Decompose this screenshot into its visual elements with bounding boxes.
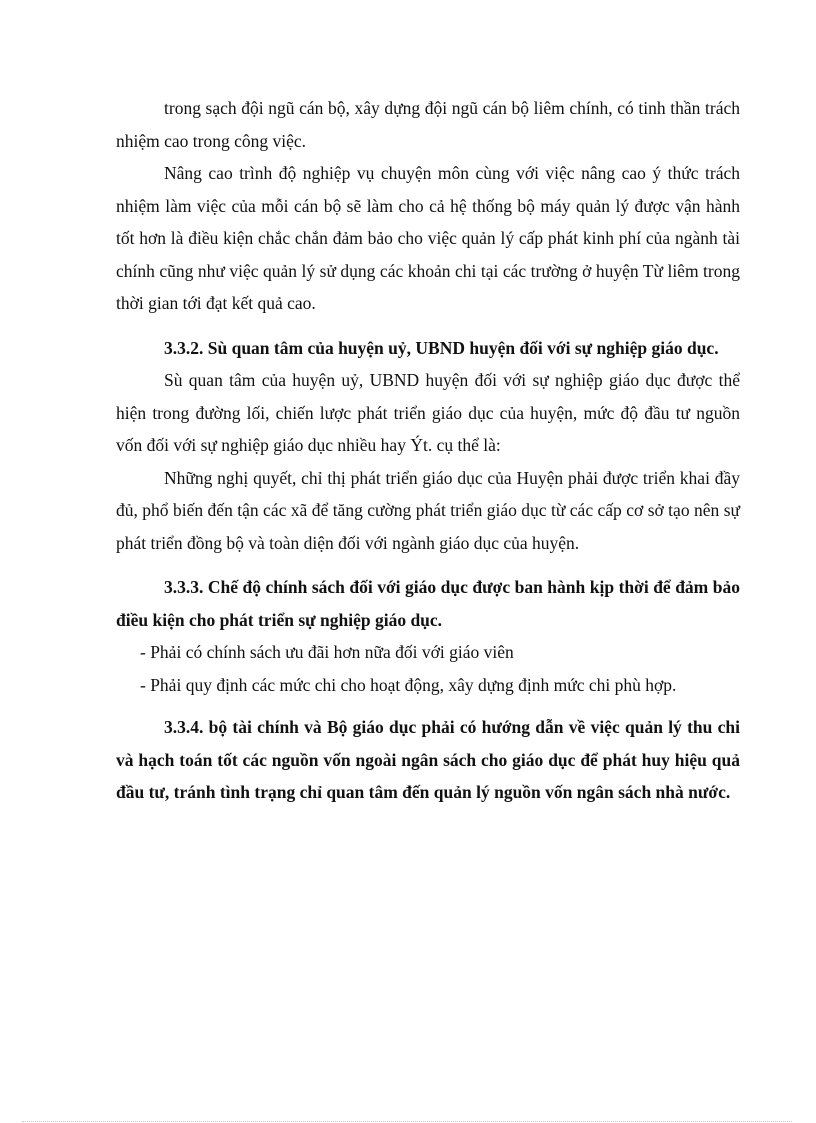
page-bottom-divider: [22, 1121, 792, 1122]
paragraph-continuation: trong sạch đội ngũ cán bộ, xây dựng đội ngũ cán bộ liêm chính, có tinh thần trách nhiệm cao trong công việc.: [116, 98, 740, 151]
paragraph-professional-training: Nâng cao trình độ nghiệp vụ chuyện môn cùng với việc nâng cao ý thức trách nhiệm làm việc của mỗi cán bộ sẽ làm cho cả hệ thống bộ máy quản lý được vận hành tốt hơn là điều kiện chắc chắn đảm bảo cho việc quản lý cấp phát kinh phí của ngành tài chính cũng như việc quản lý sử dụng các khoản chi tại các trường ở huyện Từ liêm trong thời gian tới đạt kết quả cao.: [116, 163, 740, 313]
heading-3-3-4: 3.3.4. bộ tài chính và Bộ giáo dục phải có hướng dẫn về việc quản lý thu chi và hạch toán tốt các nguồn vốn ngoài ngân sách cho giáo dục để phát huy hiệu quả đầu tư, tránh tình trạng chỉ quan tâm đến quản lý nguồn vốn ngân sách nhà nước.: [116, 717, 740, 802]
heading-3-3-3: 3.3.3. Chế độ chính sách đối với giáo dục được ban hành kịp thời để đảm bảo điều kiện cho phát triển sự nghiệp giáo dục.: [116, 577, 740, 630]
list-item-spending-norms: - Phải quy định các mức chi cho hoạt động, xây dựng định mức chi phù hợp.: [140, 674, 677, 695]
list-item-teacher-policy: - Phải có chính sách ưu đãi hơn nữa đối với giáo viên: [140, 642, 514, 662]
paragraph-resolutions: Những nghị quyết, chỉ thị phát triển giáo dục của Huyện phải được triển khai đầy đủ, phổ biến đến tận các xã để tăng cường phát triển giáo dục từ các cấp cơ sở tạo nên sự phát triển đồng bộ và toàn diện đối với ngành giáo dục của huyện.: [116, 467, 740, 553]
document-body: [116, 92, 740, 809]
paragraph-district-attention: Sù quan tâm của huyện uỷ, UBND huyện đối với sự nghiệp giáo dục được thể hiện trong đường lối, chiến lược phát triển giáo dục của huyện, mức độ đầu tư nguồn vốn đối với sự nghiệp giáo dục nhiều hay Ýt. cụ thể là:: [116, 370, 740, 455]
heading-3-3-2: 3.3.2. Sù quan tâm của huyện uỷ, UBND huyện đối với sự nghiệp giáo dục.: [164, 337, 719, 358]
